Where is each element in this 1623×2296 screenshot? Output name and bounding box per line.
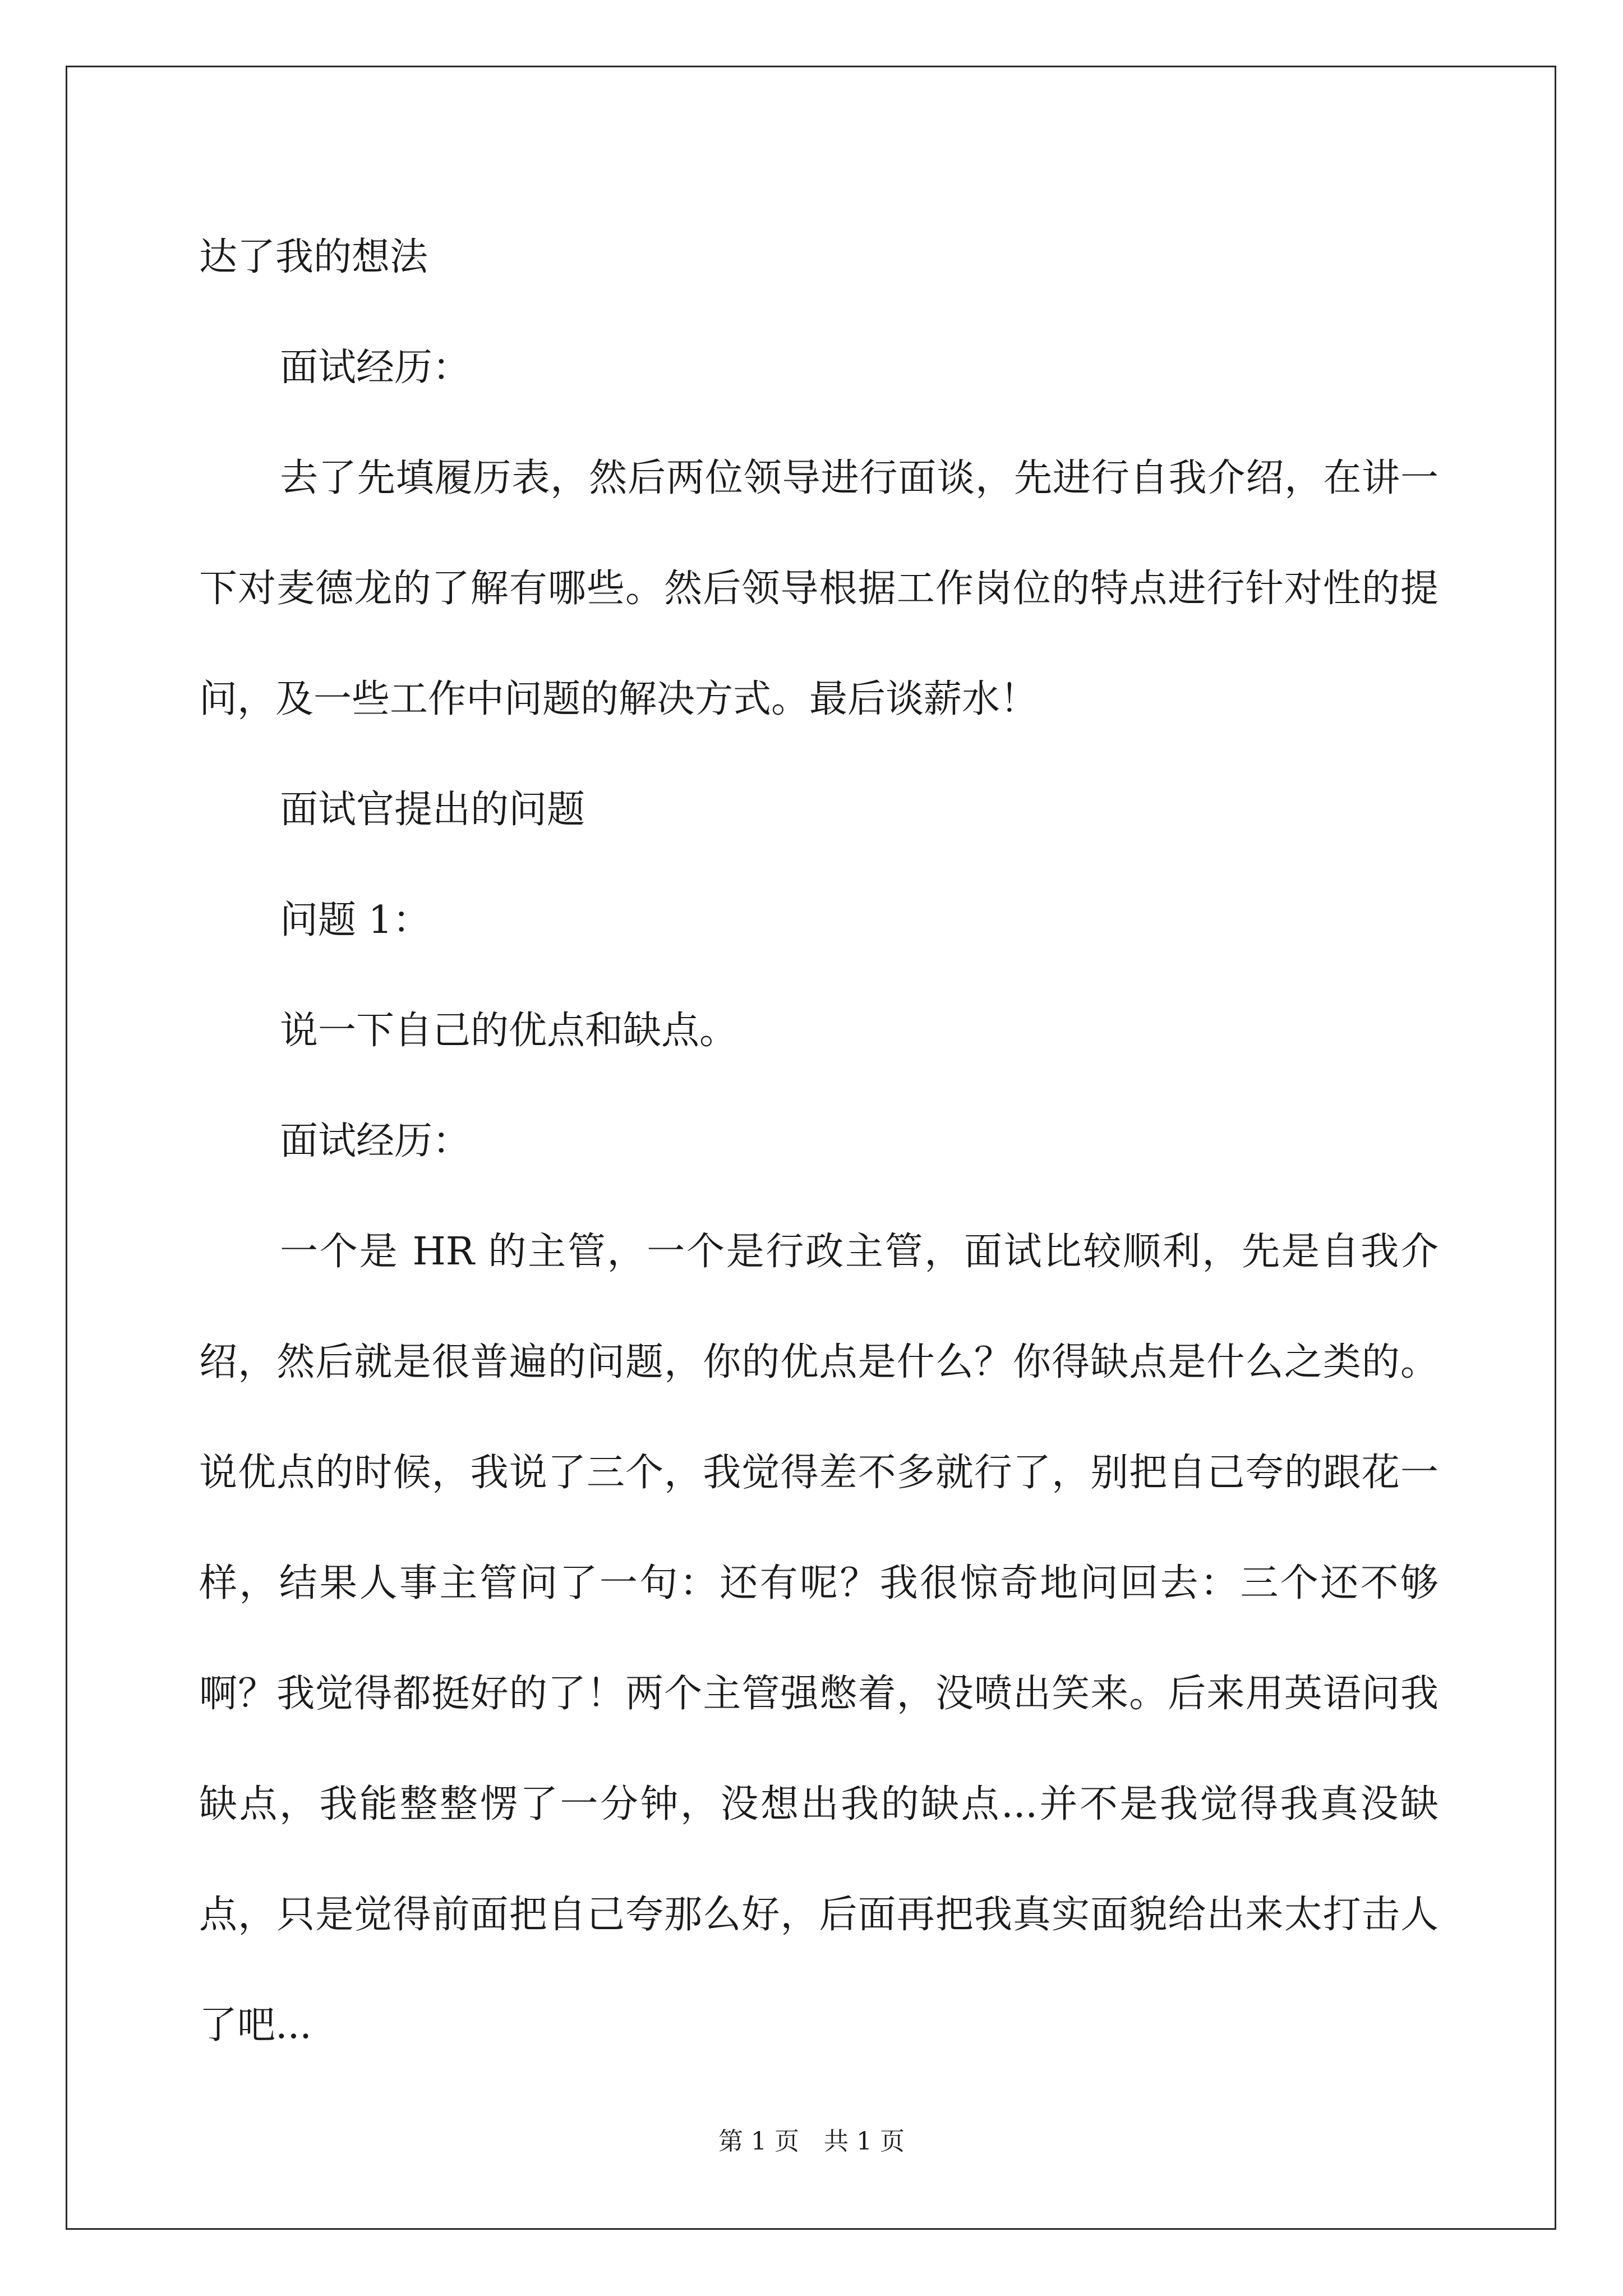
document-body: [199, 202, 1438, 2081]
paragraph: 面试官提出的问题: [280, 788, 585, 832]
page-number-footer: 第 1 页 共 1 页: [718, 2127, 905, 2156]
paragraph: 面试经历：: [280, 346, 471, 390]
paragraph: 问题 1：: [280, 898, 431, 942]
paragraph: 达了我的想法: [199, 235, 428, 279]
paragraph: 说一下自己的优点和缺点。: [280, 1009, 738, 1053]
paragraph: 一个是 HR 的主管，一个是行政主管，面试比较顺利，先是自我介绍，然后就是很普遍的问题，你的优点是什么？你得缺点是什么之类的。说优点的时候，我说了三个，我觉得差不多就行了，别把自己夸的跟花一样，结果人事主管问了一句：还有呢？我很惊奇地问回去：三个还不够啊？我觉得都挺好的了！两个主管强憋着，没喷出笑来。后来用英语问我缺点，我能整整愣了一分钟，没想出我的缺点...并不是我觉得我真没缺点，只是觉得前面把自己夸那么好，后面再把我真实面貌给出来太打击人了吧...: [199, 1230, 1438, 2047]
paragraph: 面试经历：: [280, 1119, 471, 1163]
paragraph: 去了先填履历表，然后两位领导进行面谈，先进行自我介绍，在讲一下对麦德龙的了解有哪些。然后领导根据工作岗位的特点进行针对性的提问，及一些工作中问题的解决方式。最后谈薪水！: [199, 456, 1438, 721]
